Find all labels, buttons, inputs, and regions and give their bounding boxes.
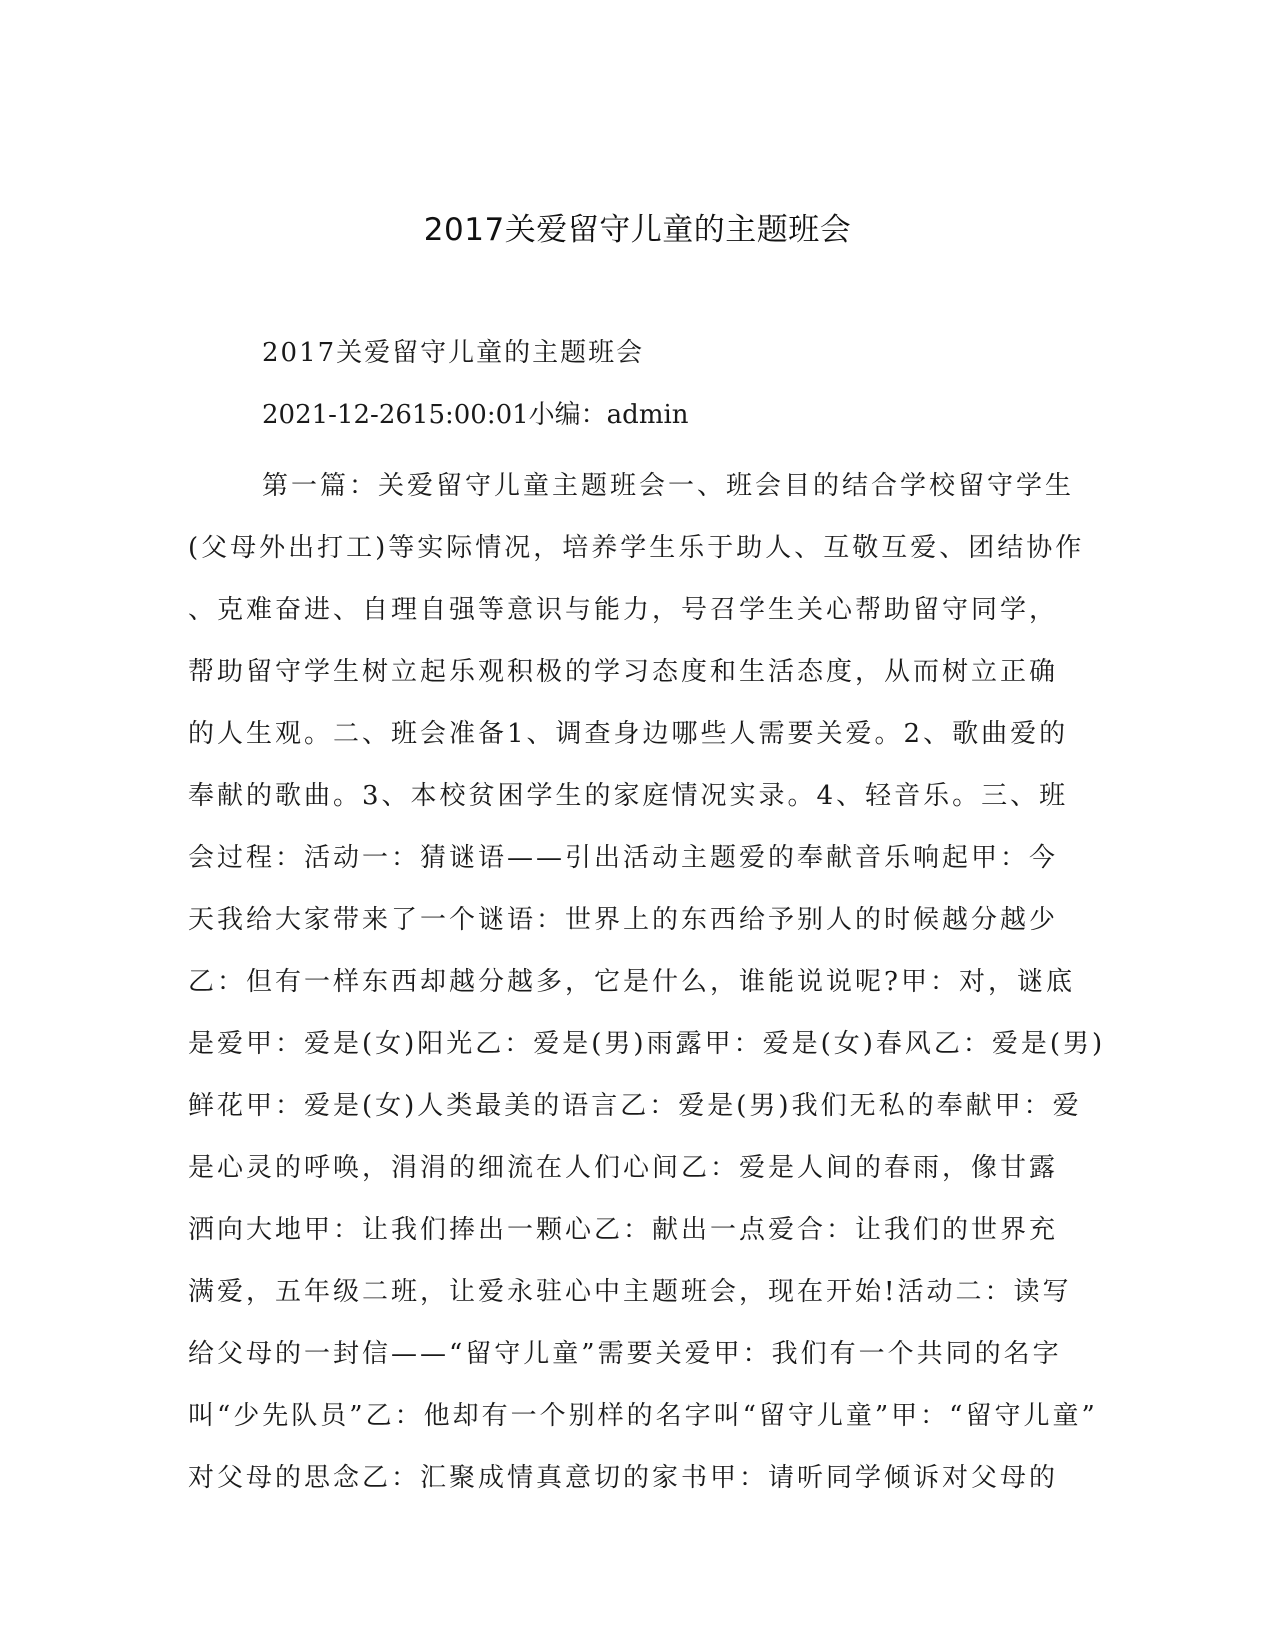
body-line: 鲜花甲：爱是(女)人类最美的语言乙：爱是(男)我们无私的奉献甲：爱 <box>188 1091 1082 1121</box>
document-subtitle: 2017关爱留守儿童的主题班会 <box>262 338 645 368</box>
publish-meta: 2021-12-2615:00:01小编：admin <box>262 400 689 430</box>
document-title: 2017关爱留守儿童的主题班会 <box>423 212 852 248</box>
body-line: 满爱，五年级二班，让爱永驻心中主题班会，现在开始!活动二：读写 <box>188 1277 1072 1307</box>
body-paragraph <box>188 455 1106 1509</box>
body-line: 帮助留守学生树立起乐观积极的学习态度和生活态度，从而树立正确 <box>188 657 1059 687</box>
body-line: 是心灵的呼唤，涓涓的细流在人们心间乙：爱是人间的春雨，像甘露 <box>188 1153 1059 1183</box>
body-line: 乙：但有一样东西却越分越多，它是什么，谁能说说呢?甲：对，谜底 <box>188 967 1075 997</box>
body-line: (父母外出打工)等实际情况，培养学生乐于助人、互敬互爱、团结协作 <box>188 533 1085 563</box>
body-line: 奉献的歌曲。3、本校贫困学生的家庭情况实录。4、轻音乐。三、班 <box>188 781 1069 811</box>
body-line: 会过程：活动一：猜谜语——引出活动主题爱的奉献音乐响起甲：今 <box>188 843 1059 873</box>
body-line: 第一篇：关爱留守儿童主题班会一、班会目的结合学校留守学生 <box>262 471 1075 501</box>
body-line: 的人生观。二、班会准备1、调查身边哪些人需要关爱。2、歌曲爱的 <box>188 719 1069 749</box>
body-line: 天我给大家带来了一个谜语：世界上的东西给予别人的时候越分越少 <box>188 905 1059 935</box>
body-line: 给父母的一封信——“留守儿童”需要关爱甲：我们有一个共同的名字 <box>188 1339 1062 1369</box>
body-line: 、克难奋进、自理自强等意识与能力，号召学生关心帮助留守同学， <box>188 595 1059 625</box>
body-line: 对父母的思念乙：汇聚成情真意切的家书甲：请听同学倾诉对父母的 <box>188 1463 1059 1493</box>
body-line: 是爱甲：爱是(女)阳光乙：爱是(男)雨露甲：爱是(女)春风乙：爱是(男) <box>188 1029 1106 1059</box>
body-line: 叫“少先队员”乙：他却有一个别样的名字叫“留守儿童”甲：“留守儿童” <box>188 1401 1098 1431</box>
body-line: 洒向大地甲：让我们捧出一颗心乙：献出一点爱合：让我们的世界充 <box>188 1215 1059 1245</box>
